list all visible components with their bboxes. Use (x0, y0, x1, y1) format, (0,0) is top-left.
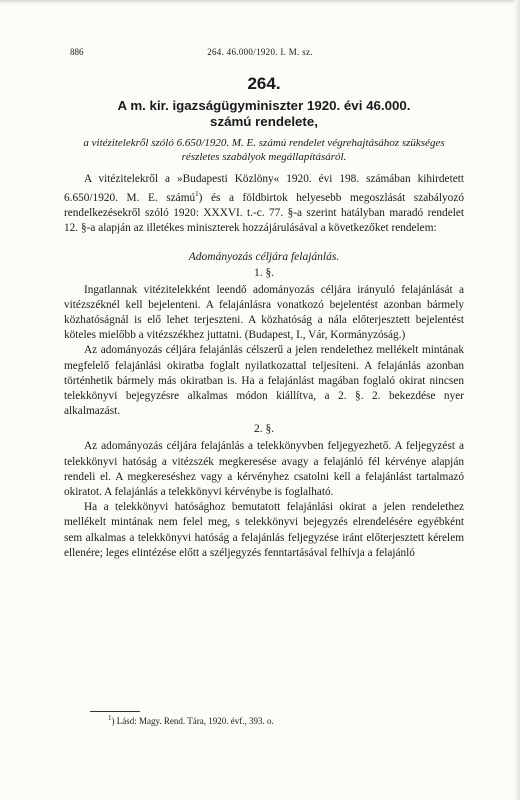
running-title: 264. 46.000/1920. I. M. sz. (207, 47, 313, 57)
section-2-number: 2. §. (253, 423, 275, 436)
decree-number: 264. (247, 74, 281, 93)
footnote-rule (90, 711, 140, 712)
section-1-number: 1. §. (253, 266, 275, 279)
section-2-paragraph-2: Ha a telekkönyvi hatósághoz bemutatott felajánlási okirat a jelen rendelethez mellékelt mintának nem felel meg, s telekkönyvi bejegyzés elrendelésére egyébként sem alkalmas a telekkönyvi hatóság a felajánlás feljegyzése iránt előterjesztett kérelem ellenére; leges elintézése előtt a széljegyzés fenntartásával felhívja a felajánló (64, 501, 464, 559)
decree-title-line2: számú rendelete, (210, 114, 318, 129)
scan-edge-right (514, 0, 520, 800)
running-header (0, 47, 520, 59)
section-heading: Adományozás céljára felajánlás. (188, 250, 340, 263)
footnote-text: ) Lásd: Magy. Rend. Tára, 1920. évf., 393. o. (111, 716, 274, 726)
footnote-reference: 1 (195, 190, 199, 199)
intro-text-a: A vitézitelekről a »Budapesti Közlöny« 1920. évi 198. számában kihirdetett 6.650/1920. M. E. számú (64, 173, 464, 204)
footnote (108, 714, 468, 726)
page-content (64, 74, 464, 561)
intro-text-b: ) és a földbirtok helyesebb megoszlását szabályozó rendelkezésekről szóló 1920: XXXVI. t.-c. 77. §-a szerint hatályban maradó rendelet 12. §-a alapján az illetékes miniszterek hozzájárulásával a következőket rendelem: (64, 191, 464, 235)
decree-title (64, 98, 464, 130)
footnote-marker: 1 (108, 714, 112, 722)
section-1-paragraph-1: Ingatlannak vitézitelekként leendő adományozás céljára irányuló felajánlását a vitézszéknél kell bejelenteni. A felajánlásra vonatkozó bejelentést azonban bármely közhatóságnál is elő lehet terjeszteni. A közhatóság a nála előterjesztett bejelentést köteles mielőbb a vitézszékhez juttatni. (Budapest, I., Vár, Kormányzóság.) (64, 283, 464, 342)
decree-subtitle: a vitézitelekről szóló 6.650/1920. M. E. számú rendelet végrehajtásához szükséges részletes szabályok megállapításáról. (83, 137, 445, 163)
page-number: 886 (70, 47, 84, 57)
decree-title-line1: A m. kir. igazságügyminiszter 1920. évi 46.000. (117, 98, 411, 113)
intro-paragraph (64, 172, 464, 237)
section-1-paragraph-2: Az adományozás céljára felajánlás célszerű a jelen rendelethez mellékelt mintának megfelelő felajánlási okiratba foglalt nyilatkozattal teljesíteni. A felajánlás azonban történhetik bármely más okiratban is. Ha a felajánlást magában foglaló okirat nincsen telekkönyvi bejegyzésre alkalmas módon kiállítva, a 2. §. 2. bekezdése nyer alkalmazást. (64, 344, 464, 418)
scan-edge-top (0, 0, 520, 4)
section-2-paragraph-1: Az adományozás céljára felajánlás a telekkönyvben feljegyezhető. A feljegyzést a telekkönyvi hatóság a vitézszék megkeresése avagy a felajánló fél kérvénye alapján rendeli el. A megkereséshez vagy a kérvényhez csatolni kell a felajánlást tartalmazó okiratot. A felajánlás a telekkönyvi kérvénybe is foglalható. (64, 440, 464, 499)
